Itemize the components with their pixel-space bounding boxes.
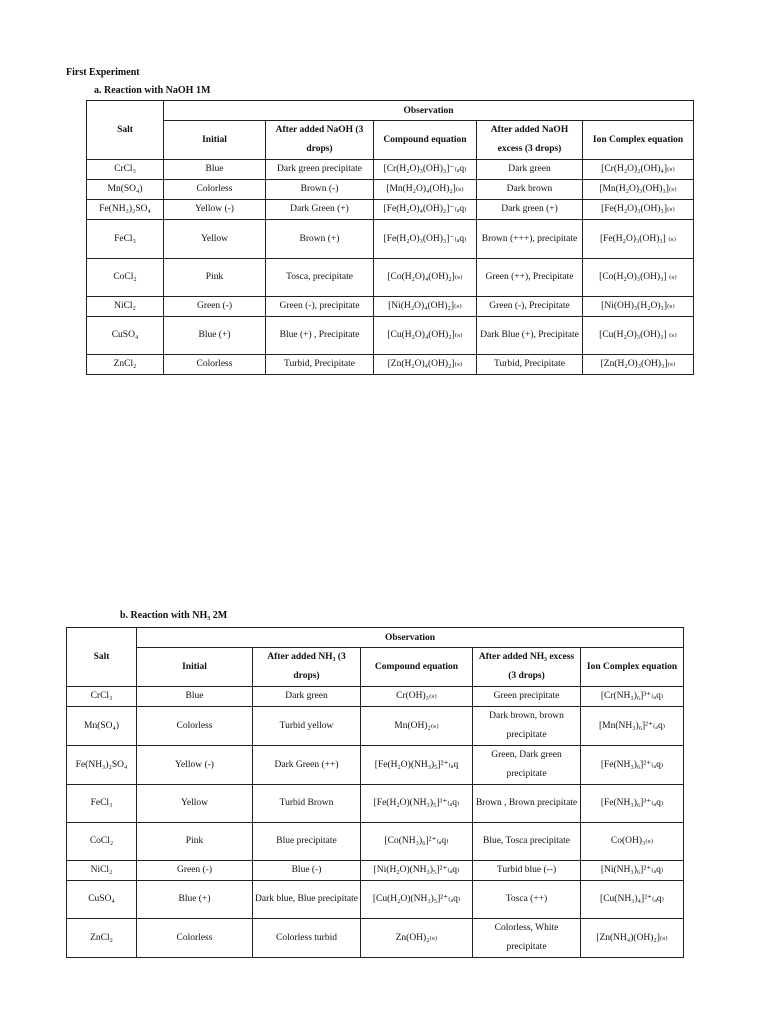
compound-equation-cell: [Mn(H₂O)₄(OH)₂]₍ₛ₎ [374,180,477,200]
after-added-cell: Blue (+) , Precipitate [266,317,374,355]
compound-equation-cell: [Co(NH₃)₆]²⁺₍ₐq₎ [361,823,473,861]
after-excess-cell: Green precipitate [473,687,581,707]
initial-cell: Yellow [137,785,253,823]
after-excess-cell: Green (++), Precipitate [477,259,583,297]
naoh-observation-table [86,100,694,375]
table-row [87,200,694,220]
after-added-cell: Blue (-) [253,861,361,881]
salt-cell: CrCl₃ [67,687,137,707]
compound-equation-cell: [Co(H₂O)₄(OH)₂]₍ₛ₎ [374,259,477,297]
col-header-initial: Initial [164,121,266,160]
compound-equation-cell: [Ni(H₂O)(NH₃)₅]²⁺₍ₐq₎ [361,861,473,881]
ion-complex-cell: [Ni(OH)₃(H₂O)₃]₍ₛ₎ [583,297,694,317]
col-header-after-added: After added NH₃ (3 drops) [253,648,361,687]
after-excess-cell: Brown (+++), precipitate [477,220,583,259]
table-row [87,297,694,317]
after-added-cell: Dark green [253,687,361,707]
table-row [67,881,684,919]
ion-complex-cell: [Fe(NH₃)₆]²⁺₍ₐq₎ [581,746,684,785]
after-added-cell: Turbid Brown [253,785,361,823]
ion-complex-cell: [Zn(NH₄)(OH)₂]₍ₛ₎ [581,919,684,958]
table-row [87,180,694,200]
ion-complex-cell: [Mn(H₂O)₃(OH)₃]₍ₛ₎ [583,180,694,200]
nh3-observation-table [66,627,684,958]
after-added-cell: Blue precipitate [253,823,361,861]
initial-cell: Colorless [137,707,253,746]
salt-cell: FeCl₃ [87,220,164,259]
salt-cell: Fe(NH₃)₂SO₄ [87,200,164,220]
after-excess-cell: Green (-), Precipitate [477,297,583,317]
table-row [87,259,694,297]
initial-cell: Blue (+) [164,317,266,355]
initial-cell: Green (-) [164,297,266,317]
after-added-cell: Turbid yellow [253,707,361,746]
ion-complex-cell: [Cu(NH₃)₄]²⁺₍ₐq₎ [581,881,684,919]
table-row [87,220,694,259]
section-a-heading: a. Reaction with NaOH 1M [94,85,211,96]
col-header-after-excess: After added NaOH excess (3 drops) [477,121,583,160]
salt-cell: CrCl₃ [87,160,164,180]
table-row [67,785,684,823]
initial-cell: Green (-) [137,861,253,881]
salt-cell: Mn(SO₄) [87,180,164,200]
after-excess-cell: Dark Blue (+), Precipitate [477,317,583,355]
table-row [67,823,684,861]
table-row [67,861,684,881]
after-excess-cell: Dark green (+) [477,200,583,220]
col-header-compound-equation: Compound equation [374,121,477,160]
compound-equation-cell: [Fe(H₂O)₄(OH)₂]⁻₍ₐq₎ [374,200,477,220]
ion-complex-cell: [Zn(H₂O)₃(OH)₃]₍ₛ₎ [583,355,694,375]
initial-cell: Blue [137,687,253,707]
ion-complex-cell: [Fe(H₂O)₃(OH)₃] ₍ₛ₎ [583,220,694,259]
salt-cell: Mn(SO₄) [67,707,137,746]
after-added-cell: Dark Green (++) [253,746,361,785]
after-excess-cell: Colorless, White precipitate [473,919,581,958]
after-added-cell: Tosca, precipitate [266,259,374,297]
ion-complex-cell: [Mn(NH₃)₆]²⁺₍ₐq₎ [581,707,684,746]
table-row [67,687,684,707]
initial-cell: Pink [137,823,253,861]
section-b-heading: b. Reaction with NH₃ 2M [120,610,228,621]
initial-cell: Blue (+) [137,881,253,919]
compound-equation-cell: [Fe(H₂O)₃(OH)₃]⁻₍ₐq₎ [374,220,477,259]
table-row [87,317,694,355]
ion-complex-cell: [Fe(H₂O)₃(OH)₃]₍ₛ₎ [583,200,694,220]
salt-cell: ZnCl₂ [67,919,137,958]
ion-complex-cell: [Cu(H₂O)₃(OH)₃] ₍ₛ₎ [583,317,694,355]
compound-equation-cell: [Zn(H₂O)₄(OH)₂]₍ₛ₎ [374,355,477,375]
col-header-ion-complex: Ion Complex equation [581,648,684,687]
compound-equation-cell: Cr(OH)₃₍ₛ₎ [361,687,473,707]
compound-equation-cell: [Cr(H₂O)₃(OH)₃]⁻₍ₐq₎ [374,160,477,180]
ion-complex-cell: [Ni(NH₃)₆]²⁺₍ₐq₎ [581,861,684,881]
after-excess-cell: Turbid, Precipitate [477,355,583,375]
initial-cell: Yellow (-) [137,746,253,785]
compound-equation-cell: Zn(OH)₂₍ₛ₎ [361,919,473,958]
initial-cell: Colorless [164,180,266,200]
compound-equation-cell: [Fe(H₂O)(NH₃)₅]³⁺₍ₐq₎ [361,785,473,823]
initial-cell: Colorless [137,919,253,958]
ion-complex-cell: [Cr(NH₃)₆]³⁺₍ₐq₎ [581,687,684,707]
salt-cell: CuSO₄ [67,881,137,919]
compound-equation-cell: [Cu(H₂O)₄(OH)₂]₍ₛ₎ [374,317,477,355]
after-excess-cell: Turbid blue (--) [473,861,581,881]
salt-cell: CoCl₂ [67,823,137,861]
col-header-observation: Observation [164,101,694,121]
ion-complex-cell: [Fe(NH₃)₆]³⁺₍ₐq₎ [581,785,684,823]
table-row [67,746,684,785]
salt-cell: NiCl₂ [87,297,164,317]
document-title: First Experiment [66,67,140,78]
after-added-cell: Dark Green (+) [266,200,374,220]
compound-equation-cell: [Cu(H₂O)(NH₃)₅]²⁺₍ₐq₎ [361,881,473,919]
col-header-observation: Observation [137,628,684,648]
table-row [67,919,684,958]
salt-cell: ZnCl₂ [87,355,164,375]
after-added-cell: Green (-), precipitate [266,297,374,317]
after-excess-cell: Dark green [477,160,583,180]
after-added-cell: Colorless turbid [253,919,361,958]
initial-cell: Pink [164,259,266,297]
salt-cell: CoCl₂ [87,259,164,297]
compound-equation-cell: [Ni(H₂O)₄(OH)₂]₍ₛ₎ [374,297,477,317]
after-excess-cell: Tosca (++) [473,881,581,919]
after-added-cell: Brown (+) [266,220,374,259]
initial-cell: Yellow [164,220,266,259]
col-header-after-excess: After added NH₃ excess (3 drops) [473,648,581,687]
col-header-salt: Salt [67,628,137,687]
col-header-ion-complex: Ion Complex equation [583,121,694,160]
after-excess-cell: Dark brown, brown precipitate [473,707,581,746]
initial-cell: Colorless [164,355,266,375]
after-excess-cell: Green, Dark green precipitate [473,746,581,785]
after-added-cell: Brown (-) [266,180,374,200]
initial-cell: Yellow (-) [164,200,266,220]
ion-complex-cell: [Co(H₂O)₃(OH)₃] ₍ₛ₎ [583,259,694,297]
col-header-salt: Salt [87,101,164,160]
table-row [67,707,684,746]
table-row [87,355,694,375]
after-added-cell: Dark green precipitate [266,160,374,180]
after-excess-cell: Brown , Brown precipitate [473,785,581,823]
after-excess-cell: Blue, Tosca precipitate [473,823,581,861]
ion-complex-cell: Co(OH)₃₍ₛ₎ [581,823,684,861]
salt-cell: FeCl₃ [67,785,137,823]
salt-cell: Fe(NH₃)₂SO₄ [67,746,137,785]
table-row [87,160,694,180]
col-header-initial: Initial [137,648,253,687]
salt-cell: NiCl₂ [67,861,137,881]
col-header-after-added: After added NaOH (3 drops) [266,121,374,160]
after-added-cell: Turbid, Precipitate [266,355,374,375]
salt-cell: CuSO₄ [87,317,164,355]
after-excess-cell: Dark brown [477,180,583,200]
col-header-compound-equation: Compound equation [361,648,473,687]
initial-cell: Blue [164,160,266,180]
compound-equation-cell: [Fe(H₂O)(NH₃)₅]²⁺₍ₐq [361,746,473,785]
after-added-cell: Dark blue, Blue precipitate [253,881,361,919]
compound-equation-cell: Mn(OH)₂₍ₛ₎ [361,707,473,746]
ion-complex-cell: [Cr(H₂O)₂(OH)₄]₍ₛ₎ [583,160,694,180]
